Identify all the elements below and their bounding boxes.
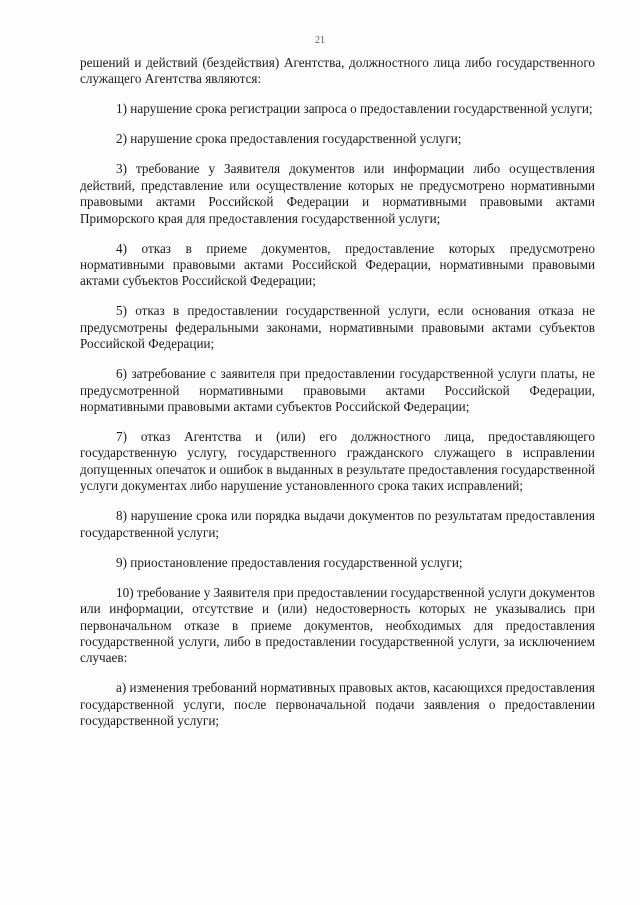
paragraph-item-6: 6) затребование с заявителя при предоставлении государственной услуги платы, не предусмотренной нормативными правовыми актами Российской Федерации, нормативными правовыми актами субъектов Российской Федерации; xyxy=(80,366,595,415)
paragraph-subitem-a: а) изменения требований нормативных правовых актов, касающихся предоставления государственной услуги, после первоначальной подачи заявления о предоставлении государственной услуги; xyxy=(80,680,595,729)
paragraph-intro: решений и действий (бездействия) Агентства, должностного лица либо государственного служащего Агентства являются: xyxy=(80,55,595,87)
paragraph-item-5: 5) отказ в предоставлении государственной услуги, если основания отказа не предусмотрены федеральными законами, нормативными правовыми актами субъектов Российской Федерации; xyxy=(80,303,595,352)
paragraph-item-10: 10) требование у Заявителя при предоставлении государственной услуги документов или информации, отсутствие и (или) недостоверность которых не указывались при первоначальном отказе в приеме документов, необходимых для предоставления государственной услуги, либо в предоставлении государственной услуги, за исключением случаев: xyxy=(80,584,595,666)
paragraph-item-3: 3) требование у Заявителя документов или информации либо осуществления действий, представление или осуществление которых не предусмотрено нормативными правовыми актами Российской Федерации и нормативными правовыми актами Приморского края для предоставления государственной услуги; xyxy=(80,161,595,226)
paragraph-item-8: 8) нарушение срока или порядка выдачи документов по результатам предоставления государственной услуги; xyxy=(80,508,595,540)
paragraph-item-2: 2) нарушение срока предоставления государственной услуги; xyxy=(116,131,462,147)
document-body xyxy=(80,55,595,743)
paragraph-item-4: 4) отказ в приеме документов, предоставление которых предусмотрено нормативными правовыми актами Российской Федерации, нормативными правовыми актами субъектов Российской Федерации; xyxy=(80,240,595,289)
page-number: 21 xyxy=(315,35,325,46)
paragraph-item-1: 1) нарушение срока регистрации запроса о предоставлении государственной услуги; xyxy=(116,101,593,117)
paragraph-item-7: 7) отказ Агентства и (или) его должностного лица, предоставляющего государственную услугу, государственного гражданского служащего в исправлении допущенных опечаток и ошибок в выданных в результате предоставления государственной услуги документах либо нарушение установленного срока таких исправлений; xyxy=(80,429,595,494)
paragraph-item-9: 9) приостановление предоставления государственной услуги; xyxy=(116,554,463,570)
